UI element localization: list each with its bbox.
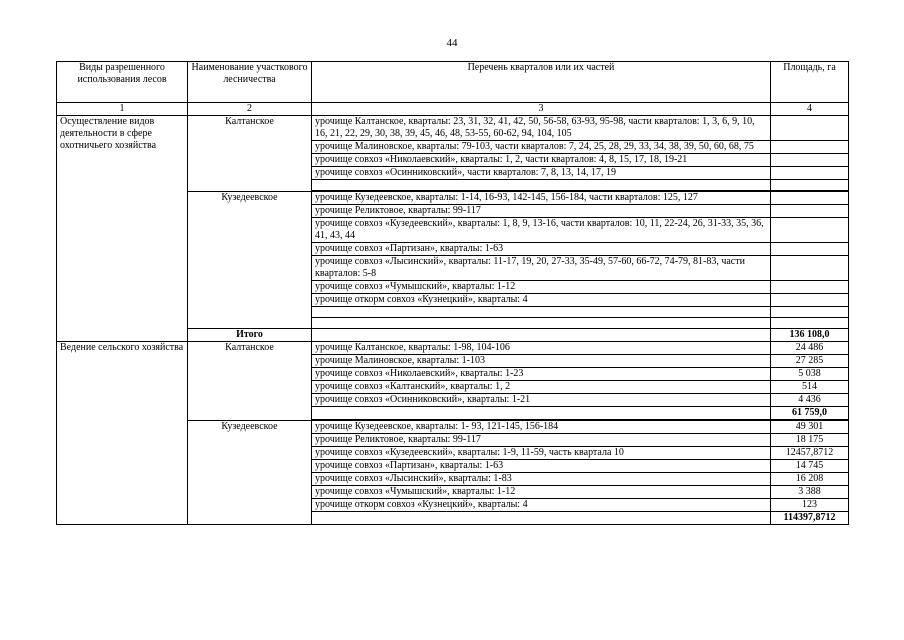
area-cell: [771, 191, 849, 205]
column-number-row: [57, 103, 849, 116]
quarters-cell: урочище Калтанское, кварталы: 1-98, 104-106: [312, 342, 771, 355]
quarters-cell: урочище Кузедеевское, кварталы: 1-14, 16-93, 142-145, 156-184, части кварталов: 125, 127: [312, 191, 771, 205]
area-cell: [771, 205, 849, 218]
header-area: Площадь, га: [771, 62, 849, 103]
header-quarters: Перечень кварталов или их частей: [312, 62, 771, 103]
quarters-cell: урочище совхоз «Осинниковский», кварталы: 1-21: [312, 394, 771, 407]
column-number: 1: [57, 103, 188, 116]
header-forestry: Наименование участкового лесничества: [188, 62, 312, 103]
quarters-cell-empty: [312, 307, 771, 318]
forestry-name: Калтанское: [188, 342, 312, 421]
quarters-table: [56, 61, 849, 525]
header-use-type: Виды разрешенного использования лесов: [57, 62, 188, 103]
area-cell: 123: [771, 499, 849, 512]
quarters-cell: урочище совхоз «Осинниковский», части кварталов: 7, 8, 13, 14, 17, 19: [312, 167, 771, 180]
area-cell: [771, 167, 849, 180]
area-cell: [771, 281, 849, 294]
area-cell: 5 038: [771, 368, 849, 381]
area-cell: 16 208: [771, 473, 849, 486]
forestry-name: Кузедеевское: [188, 420, 312, 525]
quarters-cell: урочище совхоз «Кузедеевский», кварталы: 1-9, 11-59, часть квартала 10: [312, 447, 771, 460]
area-cell: [771, 256, 849, 281]
area-cell: 3 388: [771, 486, 849, 499]
quarters-cell: урочище Малиновское, кварталы: 79-103, части кварталов: 7, 24, 25, 28, 29, 33, 34, 38, 39, 50, 60, 68, 75: [312, 141, 771, 154]
quarters-cell: урочище совхоз «Кузедеевский», кварталы: 1, 8, 9, 13-16, части кварталов: 10, 11, 22-24, 26, 31-33, 35, 36, 41, 43, 44: [312, 218, 771, 243]
quarters-cell: урочище совхоз «Калтанский», кварталы: 1, 2: [312, 381, 771, 394]
quarters-cell: урочище откорм совхоз «Кузнецкий», кварталы: 4: [312, 499, 771, 512]
area-cell: 514: [771, 381, 849, 394]
area-cell: 24 486: [771, 342, 849, 355]
area-cell: 14 745: [771, 460, 849, 473]
quarters-cell: урочище совхоз «Николаевский», кварталы: 1-23: [312, 368, 771, 381]
subtotal-value: 114397,8712: [771, 512, 849, 525]
area-cell: 12457,8712: [771, 447, 849, 460]
area-cell: [771, 218, 849, 243]
column-number: 3: [312, 103, 771, 116]
quarters-cell: урочище совхоз «Партизан», кварталы: 1-63: [312, 243, 771, 256]
column-number: 2: [188, 103, 312, 116]
forestry-name: Кузедеевское: [188, 191, 312, 329]
quarters-cell-empty: [312, 318, 771, 329]
quarters-cell: урочище откорм совхоз «Кузнецкий», кварталы: 4: [312, 294, 771, 307]
area-cell-empty: [771, 307, 849, 318]
quarters-cell: урочище Реликтовое, кварталы: 99-117: [312, 434, 771, 447]
quarters-cell: урочище Калтанское, кварталы: 23, 31, 32, 41, 42, 50, 56-58, 63-93, 95-98, части кварталов: 1, 3, 6, 9, 10, 16, 21, 22, 29, 30, 38, 39, 45, 46, 48, 53-55, 60-62, 94, 104, 105: [312, 116, 771, 141]
area-cell: 18 175: [771, 434, 849, 447]
total-value: 136 108,0: [771, 329, 849, 342]
quarters-cell: урочище Кузедеевское, кварталы: 1- 93, 121-145, 156-184: [312, 420, 771, 434]
area-cell: [771, 294, 849, 307]
quarters-cell: урочище совхоз «Лысинский», кварталы: 1-83: [312, 473, 771, 486]
header-row: [57, 62, 849, 103]
quarters-cell-empty: [312, 512, 771, 525]
quarters-cell-empty: [312, 180, 771, 192]
area-cell: 27 285: [771, 355, 849, 368]
area-cell: [771, 154, 849, 167]
area-cell: [771, 141, 849, 154]
quarters-cell: урочище Малиновское, кварталы: 1-103: [312, 355, 771, 368]
quarters-cell: урочище совхоз «Николаевский», кварталы: 1, 2, части кварталов: 4, 8, 15, 17, 18, 19-21: [312, 154, 771, 167]
area-cell: 4 436: [771, 394, 849, 407]
quarters-cell-empty: [312, 329, 771, 342]
quarters-cell-empty: [312, 407, 771, 421]
area-cell: [771, 116, 849, 141]
quarters-cell: урочище Реликтовое, кварталы: 99-117: [312, 205, 771, 218]
quarters-cell: урочище совхоз «Чумышский», кварталы: 1-12: [312, 281, 771, 294]
subtotal-value: 61 759,0: [771, 407, 849, 421]
quarters-cell: урочище совхоз «Чумышский», кварталы: 1-12: [312, 486, 771, 499]
area-cell: 49 301: [771, 420, 849, 434]
use-type-hunting: Осуществление видов деятельности в сфере охотничьего хозяйства: [57, 116, 188, 342]
page-number: 44: [446, 37, 458, 49]
total-label: Итого: [188, 329, 312, 342]
quarters-cell: урочище совхоз «Партизан», кварталы: 1-63: [312, 460, 771, 473]
table-row: [57, 116, 849, 141]
use-type-agriculture: Ведение сельского хозяйства: [57, 342, 188, 525]
area-cell-empty: [771, 180, 849, 192]
quarters-cell: урочище совхоз «Лысинский», кварталы: 11-17, 19, 20, 27-33, 35-49, 57-60, 66-72, 74-79, 81-83, части кварталов: 5-8: [312, 256, 771, 281]
forestry-name: Калтанское: [188, 116, 312, 192]
column-number: 4: [771, 103, 849, 116]
area-cell-empty: [771, 318, 849, 329]
area-cell: [771, 243, 849, 256]
table-row: [57, 342, 849, 355]
